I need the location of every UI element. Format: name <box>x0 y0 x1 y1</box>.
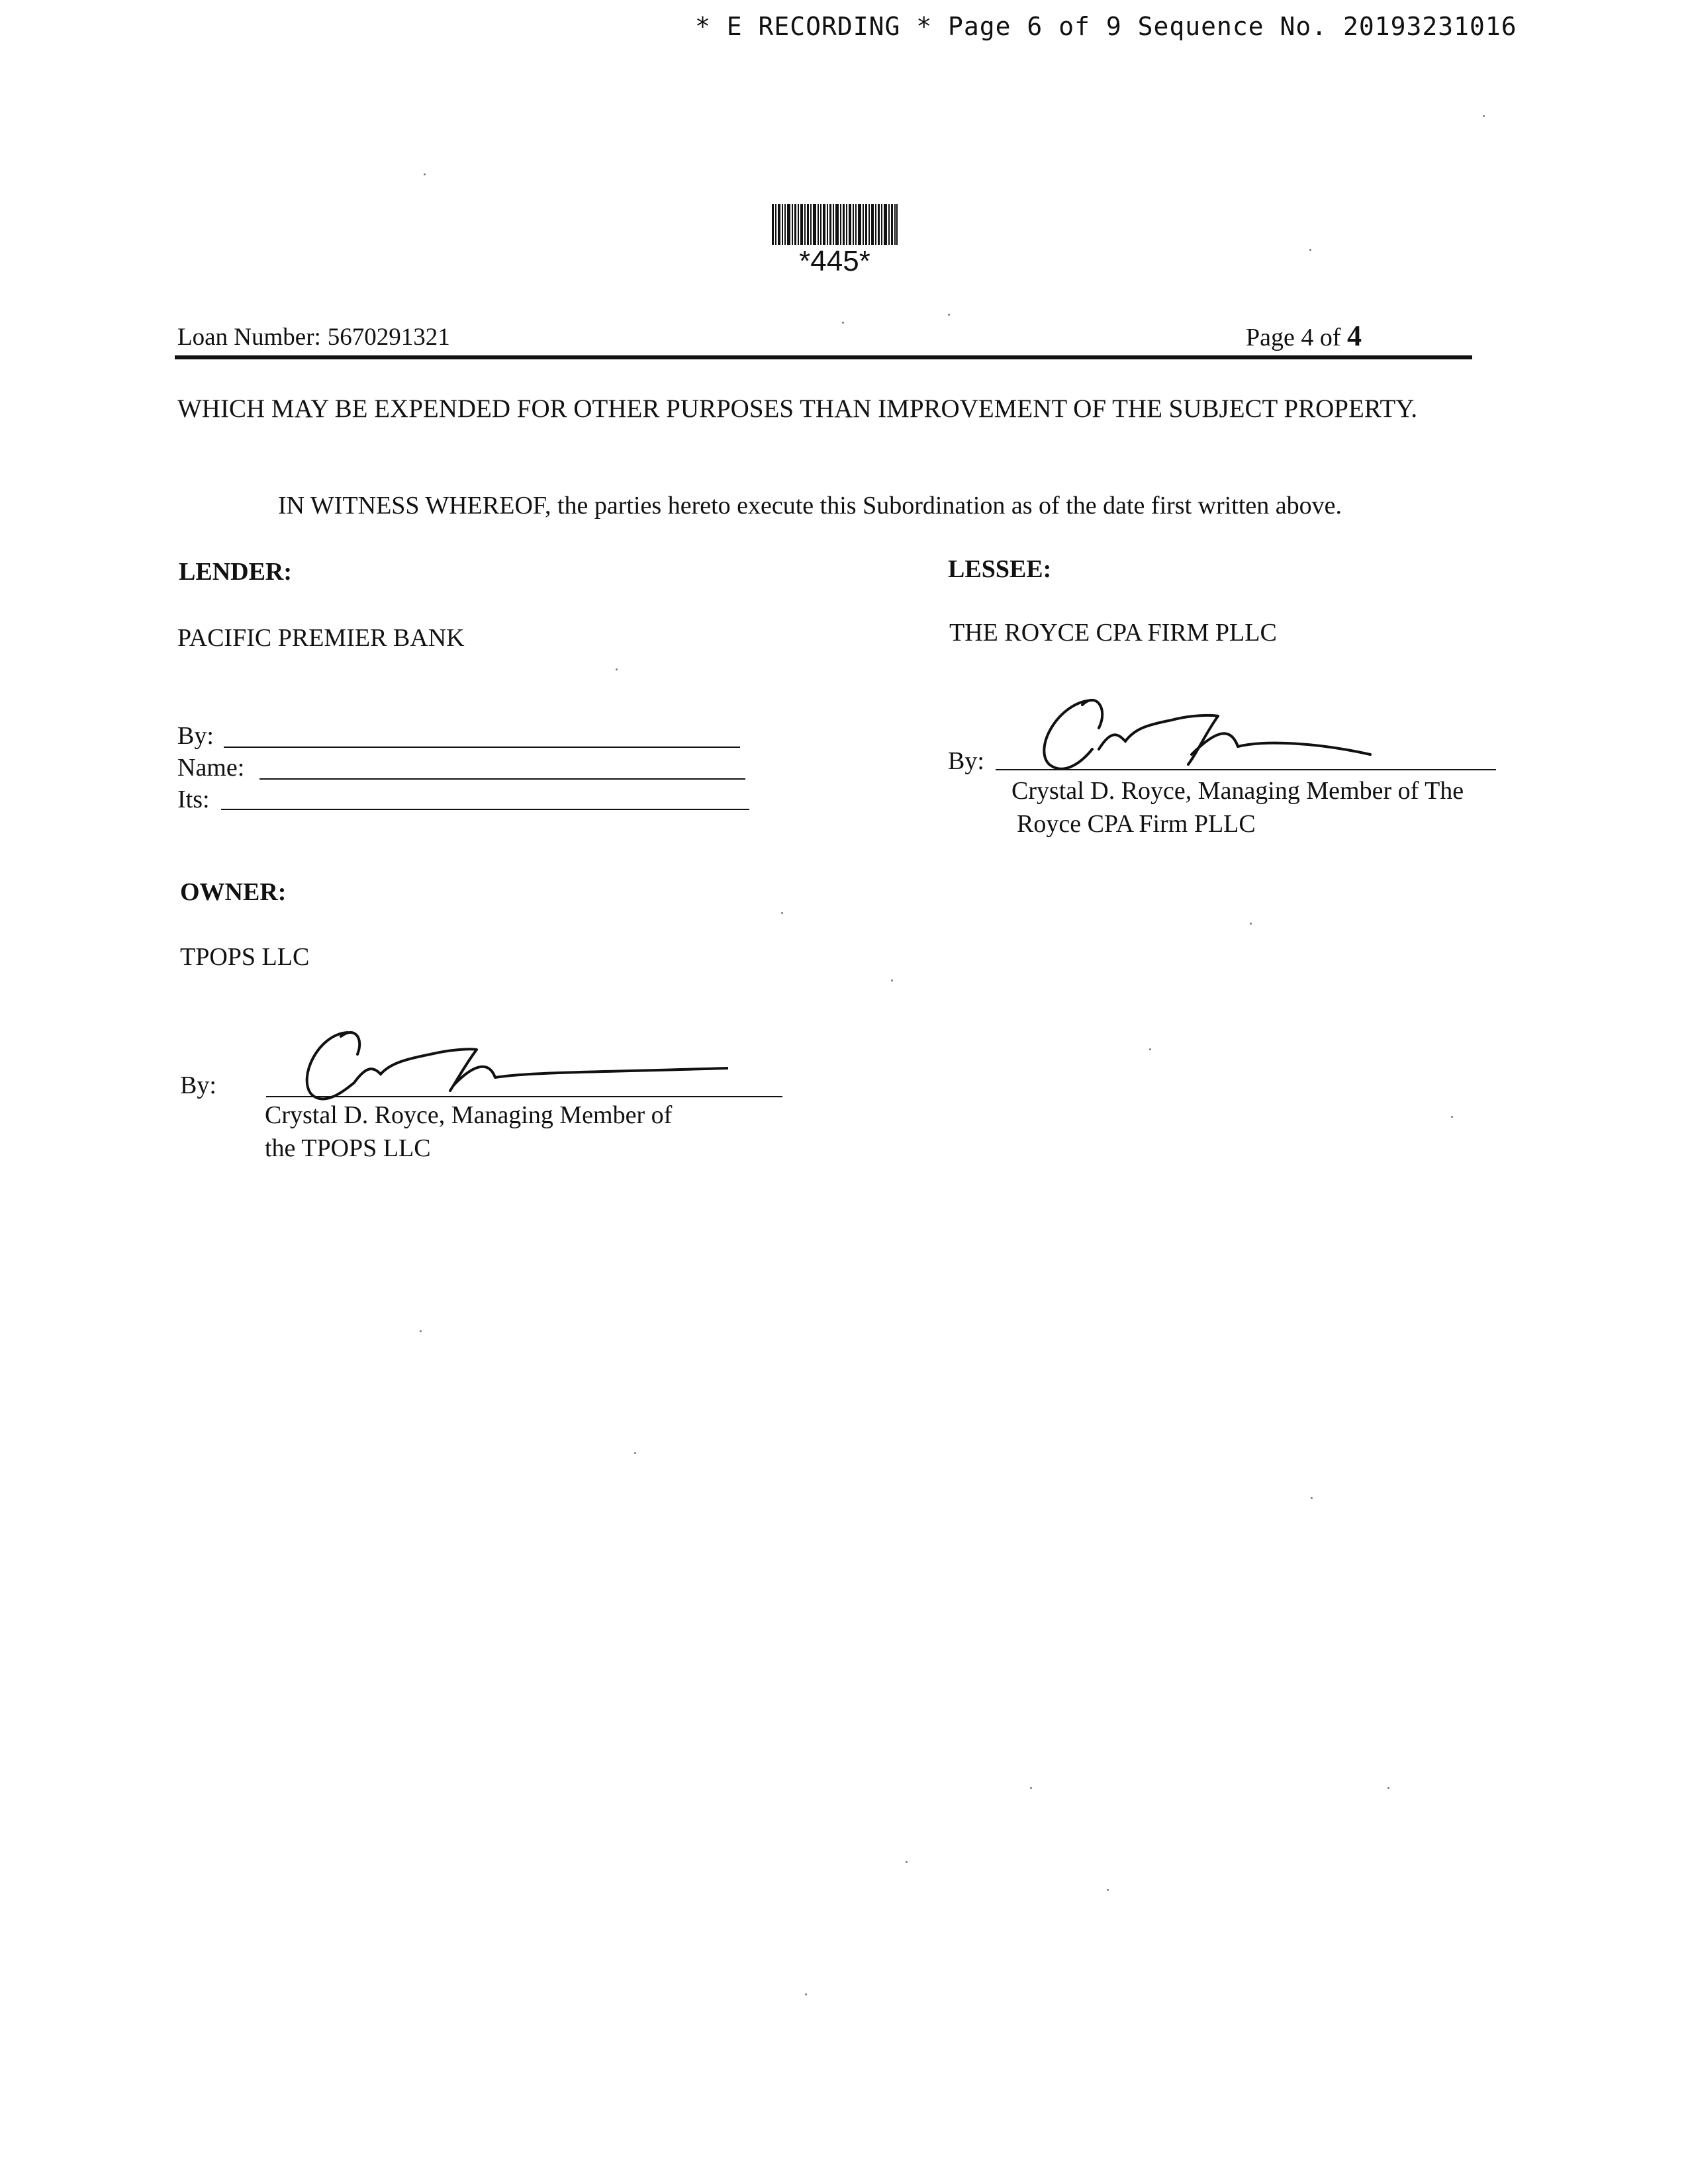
recording-header: * E RECORDING * Page 6 of 9 Sequence No. 20193231016 <box>695 12 1517 41</box>
loan-number-value: 5670291321 <box>327 324 450 351</box>
scan-speck <box>424 173 426 175</box>
scan-speck <box>781 912 783 914</box>
lender-name-line <box>259 778 745 780</box>
lessee-heading: LESSEE: <box>948 555 1052 583</box>
lender-by-line <box>224 747 740 748</box>
lessee-by-label: By: <box>948 747 984 775</box>
barcode-number: *445* <box>799 245 870 277</box>
lessee-signatory-line2: Royce CPA Firm PLLC <box>1017 810 1256 838</box>
page-indicator <box>1246 319 1362 353</box>
owner-signatory-line2: the TPOPS LLC <box>265 1134 431 1162</box>
owner-signature <box>291 1024 728 1104</box>
witness-statement: IN WITNESS WHEREOF, the parties hereto execute this Subordination as of the date first written above. <box>278 492 1342 520</box>
scan-speck <box>1149 1048 1151 1050</box>
clause-text: WHICH MAY BE EXPENDED FOR OTHER PURPOSES THAN IMPROVEMENT OF THE SUBJECT PROPERTY. <box>177 394 1418 423</box>
lender-its-label: Its: <box>177 786 210 813</box>
scan-speck <box>805 1993 807 1995</box>
lessee-name: THE ROYCE CPA FIRM PLLC <box>949 619 1277 647</box>
lessee-signatory <box>1011 774 1464 841</box>
lender-by-label: By: <box>177 722 214 750</box>
page-indicator-label: Page 4 of <box>1246 324 1341 351</box>
lender-its-line <box>221 809 749 810</box>
scan-speck <box>1483 115 1485 117</box>
scan-speck <box>634 1452 636 1454</box>
loan-number <box>177 323 450 351</box>
owner-by-line <box>266 1096 782 1097</box>
scan-speck <box>1309 249 1311 251</box>
owner-signatory-line1: Crystal D. Royce, Managing Member of <box>265 1101 673 1129</box>
scan-speck <box>1451 1116 1453 1118</box>
scan-speck <box>1250 923 1252 925</box>
lessee-signatory-line1: Crystal D. Royce, Managing Member of The <box>1011 777 1464 805</box>
loan-number-label: Loan Number: <box>177 324 321 351</box>
scan-speck <box>1107 1889 1109 1891</box>
scan-speck <box>948 314 950 316</box>
owner-name: TPOPS LLC <box>180 943 310 971</box>
scan-speck <box>906 1861 908 1863</box>
lessee-by-line <box>996 769 1496 770</box>
scan-speck <box>842 322 844 324</box>
lender-heading: LENDER: <box>179 558 293 586</box>
scan-speck <box>616 668 618 670</box>
scan-speck <box>1387 1787 1389 1789</box>
lessee-signature <box>1019 688 1450 774</box>
lender-name-label: Name: <box>177 754 245 782</box>
barcode <box>772 204 898 245</box>
owner-by-label: By: <box>180 1071 216 1099</box>
owner-signatory <box>265 1099 672 1165</box>
scan-speck <box>1030 1787 1032 1789</box>
scan-speck <box>1311 1497 1313 1499</box>
page-indicator-total: 4 <box>1347 320 1362 352</box>
owner-heading: OWNER: <box>180 878 287 906</box>
scan-speck <box>420 1330 422 1332</box>
scan-speck <box>891 979 893 981</box>
lender-name: PACIFIC PREMIER BANK <box>177 624 465 652</box>
header-rule <box>175 355 1472 359</box>
